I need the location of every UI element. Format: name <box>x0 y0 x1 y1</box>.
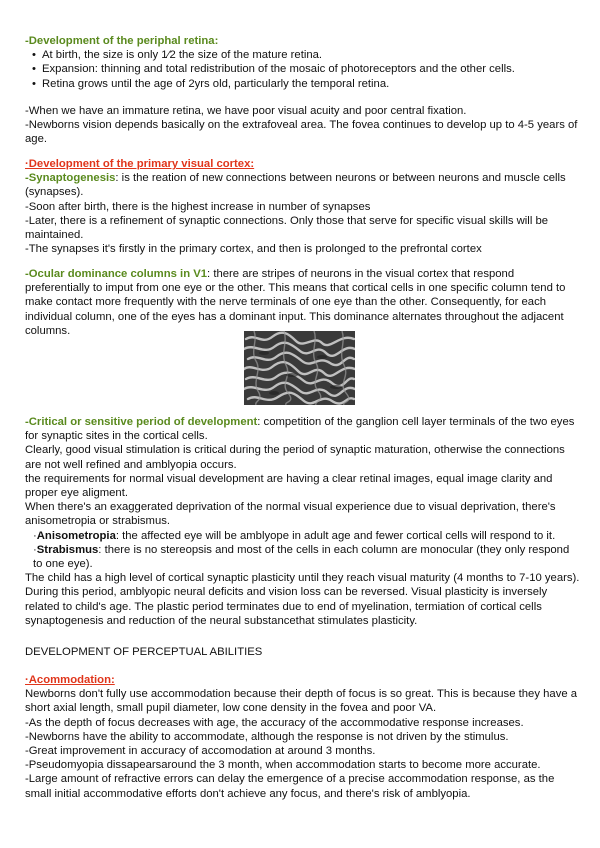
paragraph-ocular-dominance <box>25 267 580 338</box>
term-synaptogenesis: -Synaptogenesis <box>25 172 116 185</box>
definition-text: : there are stripes of neurons in the visual cortex that respond preferentially to imput from one eye or the other. This means that cortical cells in one specific column tend to make contact more frequently with the nerve terminals of one eye than the other. Consequently, for each individual column, one of the eyes has a dominant input. This dominance alternates throughout the adjacent columns. <box>25 268 566 337</box>
paragraph-critical-period <box>25 415 580 443</box>
term-anisometropia: Anisometropia <box>36 529 116 542</box>
paragraph: -When we have an immature retina, we have poor visual acuity and poor central fixation. <box>25 105 467 117</box>
heading-peripheral-retina: -Development of the periphal retina: <box>25 35 219 47</box>
list-item: • Expansion: thinning and total redistribution of the mosaic of photoreceptors and the other cells. <box>25 62 580 76</box>
bullet-dot: · <box>33 543 37 556</box>
paragraph: -The synapses it's firstly in the primary cortex, and then is prolonged to the prefrontal cortex <box>25 243 482 256</box>
paragraph: -Pseudomyopia dissapearsaround the 3 month, when accommodation starts to become more accurate. <box>25 759 541 772</box>
paragraph: the requirements for normal visual development are having a clear retinal images, equal image clarity and proper eye aligment. <box>25 472 553 500</box>
paragraph: Clearly, good visual stimulation is critical during the period of synaptic maturation, otherwise the connections are not well refined and amblyopia occurs. <box>25 444 565 471</box>
paragraph: -Later, there is a refinement of synaptic connections. Only those that serve for specific visual skills will be maintained. <box>25 214 549 242</box>
section-visual-cortex <box>25 157 580 256</box>
section-peripheral-retina <box>25 34 580 91</box>
paragraph: -Newborns vision depends basically on the extrafoveal area. The fovea continues to develop up to 4-5 years of age. <box>25 119 578 146</box>
definition-text: : there is no stereopsis and most of the cells in each column are monocular (they only respond to one eye). <box>33 543 570 571</box>
paragraph: -Great improvement in accuracy of accomodation at around 3 months. <box>25 745 376 758</box>
list-item: • At birth, the size is only 1⁄2 the size of the mature retina. <box>25 48 580 62</box>
term-ocular-dominance: -Ocular dominance columns in V1 <box>25 268 208 280</box>
paragraph-anisometropia <box>25 529 580 543</box>
heading-visual-cortex: ·Development of the primary visual cortex: <box>25 158 255 170</box>
definition-text: : competition of the ganglion cell layer terminals of the two eyes for synaptic sites in the cortical cells. <box>25 416 575 443</box>
paragraph: Newborns don't fully use accommodation because their depth of focus is so great. This is because they have a short axial length, small pupil diameter, low cone density in the fovea and poor VA. <box>25 688 578 715</box>
section-critical-period <box>25 415 580 628</box>
paragraph: -Soon after birth, there is the highest increase in number of synapses <box>25 200 371 213</box>
term-critical-period: -Critical or sensitive period of development <box>25 416 258 428</box>
paragraph-plasticity: The child has a high level of cortical synaptic plasticity until they reach visual maturity (4 months to 7-10 years). During this period, amblyopic neural deficits and vision loss can be reversed. Visual plasticity is inversely related to child's age. The plastic period terminates due to end of myelination, termiation of cortical cells synaptogenesis and reduction of the neural substancethat stimulates plasticity. <box>25 572 580 627</box>
definition-text: : the affected eye will be amblyope in adult age and fewer cortical cells will respond to it. <box>115 529 556 542</box>
bullet-dot: · <box>33 529 37 542</box>
term-strabismus: Strabismus <box>36 543 99 556</box>
paragraph: When there's an exaggerated deprivation of the normal visual experience due to visual deprivation, there's anisometropia or strabismus. <box>25 501 556 528</box>
paragraph: -Newborns have the ability to accommodate, although the response is not driven by the stimulus. <box>25 730 509 743</box>
section-accommodation <box>25 673 580 801</box>
bullet-list <box>25 48 580 91</box>
retina-paragraphs <box>25 104 580 147</box>
ocular-dominance-columns-image <box>244 331 355 405</box>
paragraph-synaptogenesis <box>25 171 580 199</box>
definition-text: : is the reation of new connections between neurons or between neurons and muscle cells (synapses). <box>25 172 566 199</box>
heading-accommodation: ·Acommodation: <box>25 674 115 686</box>
paragraph-strabismus <box>25 543 580 571</box>
list-item: • Retina grows until the age of 2yrs old, particularly the temporal retina. <box>25 77 580 91</box>
paragraph: -As the depth of focus decreases with age, the accuracy of the accommodative response increases. <box>25 716 524 729</box>
section-perceptual-abilities <box>25 645 580 659</box>
stripe-pattern-figure <box>244 331 355 405</box>
heading-perceptual-abilities: DEVELOPMENT OF PERCEPTUAL ABILITIES <box>25 646 263 658</box>
paragraph: -Large amount of refractive errors can delay the emergence of a precise accommodation response, as the small initial accommodative efforts don't achieve any focus, and there's risk of amblyopia. <box>25 773 555 800</box>
ocular-dominance-block <box>25 267 580 338</box>
